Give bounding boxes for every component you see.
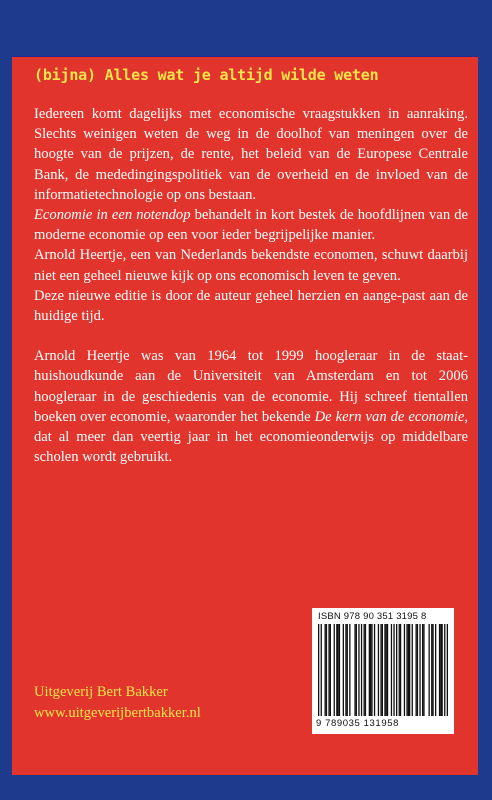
barcode-icon xyxy=(318,624,448,716)
blurb-paragraph-2-text: behandelt in kort bestek de hoofdlijnen van de moderne economie op een voor ieder begrijpelijke manier. xyxy=(34,207,468,244)
blurb-paragraph-1: Iedereen komt dagelijks met economische vraagstukken in aanraking. Slechts weinigen weten de weg in de doolhof van meningen over de hoogte van de prijzen, de rente, het beleid van de Europese Centrale Bank, de mededingingspolitiek van de overheid en de invloed van de informatietechnologie op ons bestaan. xyxy=(34,106,468,203)
isbn-label: ISBN 978 90 351 3195 8 xyxy=(318,611,427,622)
barcode-digits: 9 789035 131958 xyxy=(316,718,399,729)
blurb-paragraph-2 xyxy=(34,205,468,245)
author-bio xyxy=(34,346,468,467)
publisher-name: Uitgeverij Bert Bakker xyxy=(34,684,168,700)
other-book-title-italic: De kern van de economie xyxy=(314,408,465,425)
book-title-italic: Economie in een notendop xyxy=(34,207,191,224)
blurb-paragraph-3: Arnold Heertje, een van Nederlands bekendste economen, schuwt daarbij niet een geheel nieuwe kijk op ons economisch leven te geven. xyxy=(34,247,468,284)
author-bio-text-a: Arnold Heertje was van 1964 tot 1999 hoogleraar in de staat-huishoudkunde aan de Universiteit van Amsterdam en tot 2006 hoogleraar in de geschiedenis van de economie. Hij schreef tientallen boeken over economie, waaronder het bekende xyxy=(34,348,468,425)
cover-heading: (bijna) Alles wat je altijd wilde weten xyxy=(34,66,379,84)
publisher-info xyxy=(34,682,314,724)
blurb-paragraph-4: Deze nieuwe editie is door de auteur geheel herzien en aange-past aan de huidige tijd. xyxy=(34,287,468,325)
author-bio-text-b: , dat al meer dan veertig jaar in het economieonderwijs op middelbare scholen wordt gebruikt. xyxy=(34,408,469,466)
publisher-url: www.uitgeverijbertbakker.nl xyxy=(34,705,201,721)
blurb-text xyxy=(34,104,468,467)
barcode-box xyxy=(312,608,454,734)
